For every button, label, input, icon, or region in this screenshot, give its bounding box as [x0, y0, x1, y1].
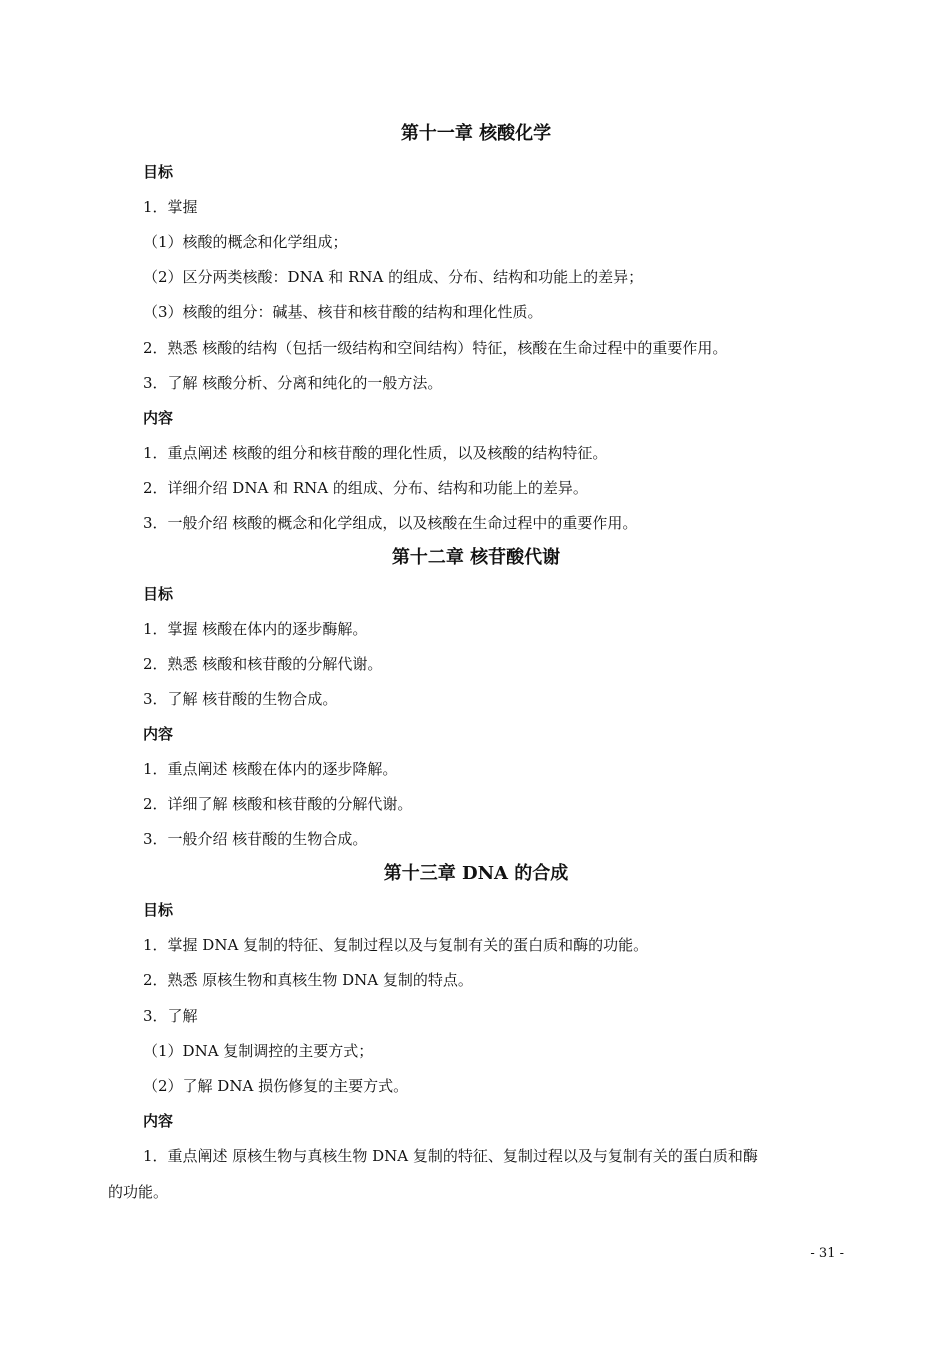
content-item: 3．一般介绍 核酸的概念和化学组成，以及核酸在生命过程中的重要作用。: [143, 514, 638, 532]
section-heading-goals: 目标: [143, 163, 174, 181]
section-heading-content: 内容: [143, 409, 174, 427]
goal-item: 3．了解 核酸分析、分离和纯化的一般方法。: [143, 374, 443, 392]
section-heading-content: 内容: [143, 1112, 174, 1130]
content-item-continuation: 的功能。: [108, 1183, 169, 1201]
content-item: 1．重点阐述 核酸的组分和核苷酸的理化性质，以及核酸的结构特征。: [143, 444, 608, 462]
chapter-title: 第十一章 核酸化学: [400, 123, 552, 144]
section-heading-goals: 目标: [143, 901, 174, 919]
goal-item: （3）核酸的组分：碱基、核苷和核苷酸的结构和理化性质。: [143, 303, 543, 321]
goal-item: （1）DNA 复制调控的主要方式；: [143, 1042, 374, 1060]
page-number: - 31 -: [810, 1246, 844, 1261]
chapter-title: 第十三章 DNA 的合成: [383, 863, 569, 884]
goal-item: 3．了解: [143, 1007, 198, 1025]
goal-item: 3．了解 核苷酸的生物合成。: [143, 690, 338, 708]
chapter-title: 第十二章 核苷酸代谢: [391, 547, 561, 568]
goal-item: 2．熟悉 核酸和核苷酸的分解代谢。: [143, 655, 383, 673]
section-heading-goals: 目标: [143, 585, 174, 603]
content-item: 3．一般介绍 核苷酸的生物合成。: [143, 830, 368, 848]
content-item: 1．重点阐述 核酸在体内的逐步降解。: [143, 760, 398, 778]
goal-item: 1．掌握 核酸在体内的逐步酶解。: [143, 620, 368, 638]
goal-item: （2）区分两类核酸：DNA 和 RNA 的组成、分布、结构和功能上的差异；: [143, 268, 644, 286]
section-heading-content: 内容: [143, 725, 174, 743]
goal-item: 1．掌握: [143, 198, 198, 216]
goal-item: 1．掌握 DNA 复制的特征、复制过程以及与复制有关的蛋白质和酶的功能。: [143, 936, 649, 954]
content-item: 2．详细介绍 DNA 和 RNA 的组成、分布、结构和功能上的差异。: [143, 479, 588, 497]
content-item: 2．详细了解 核酸和核苷酸的分解代谢。: [143, 795, 413, 813]
goal-item: 2．熟悉 核酸的结构（包括一级结构和空间结构）特征，核酸在生命过程中的重要作用。: [143, 339, 728, 357]
goal-item: 2．熟悉 原核生物和真核生物 DNA 复制的特点。: [143, 971, 473, 989]
content-item: 1．重点阐述 原核生物与真核生物 DNA 复制的特征、复制过程以及与复制有关的蛋白质和酶: [143, 1147, 758, 1165]
goal-item: （2）了解 DNA 损伤修复的主要方式。: [143, 1077, 409, 1095]
goal-item: （1）核酸的概念和化学组成；: [143, 233, 348, 251]
